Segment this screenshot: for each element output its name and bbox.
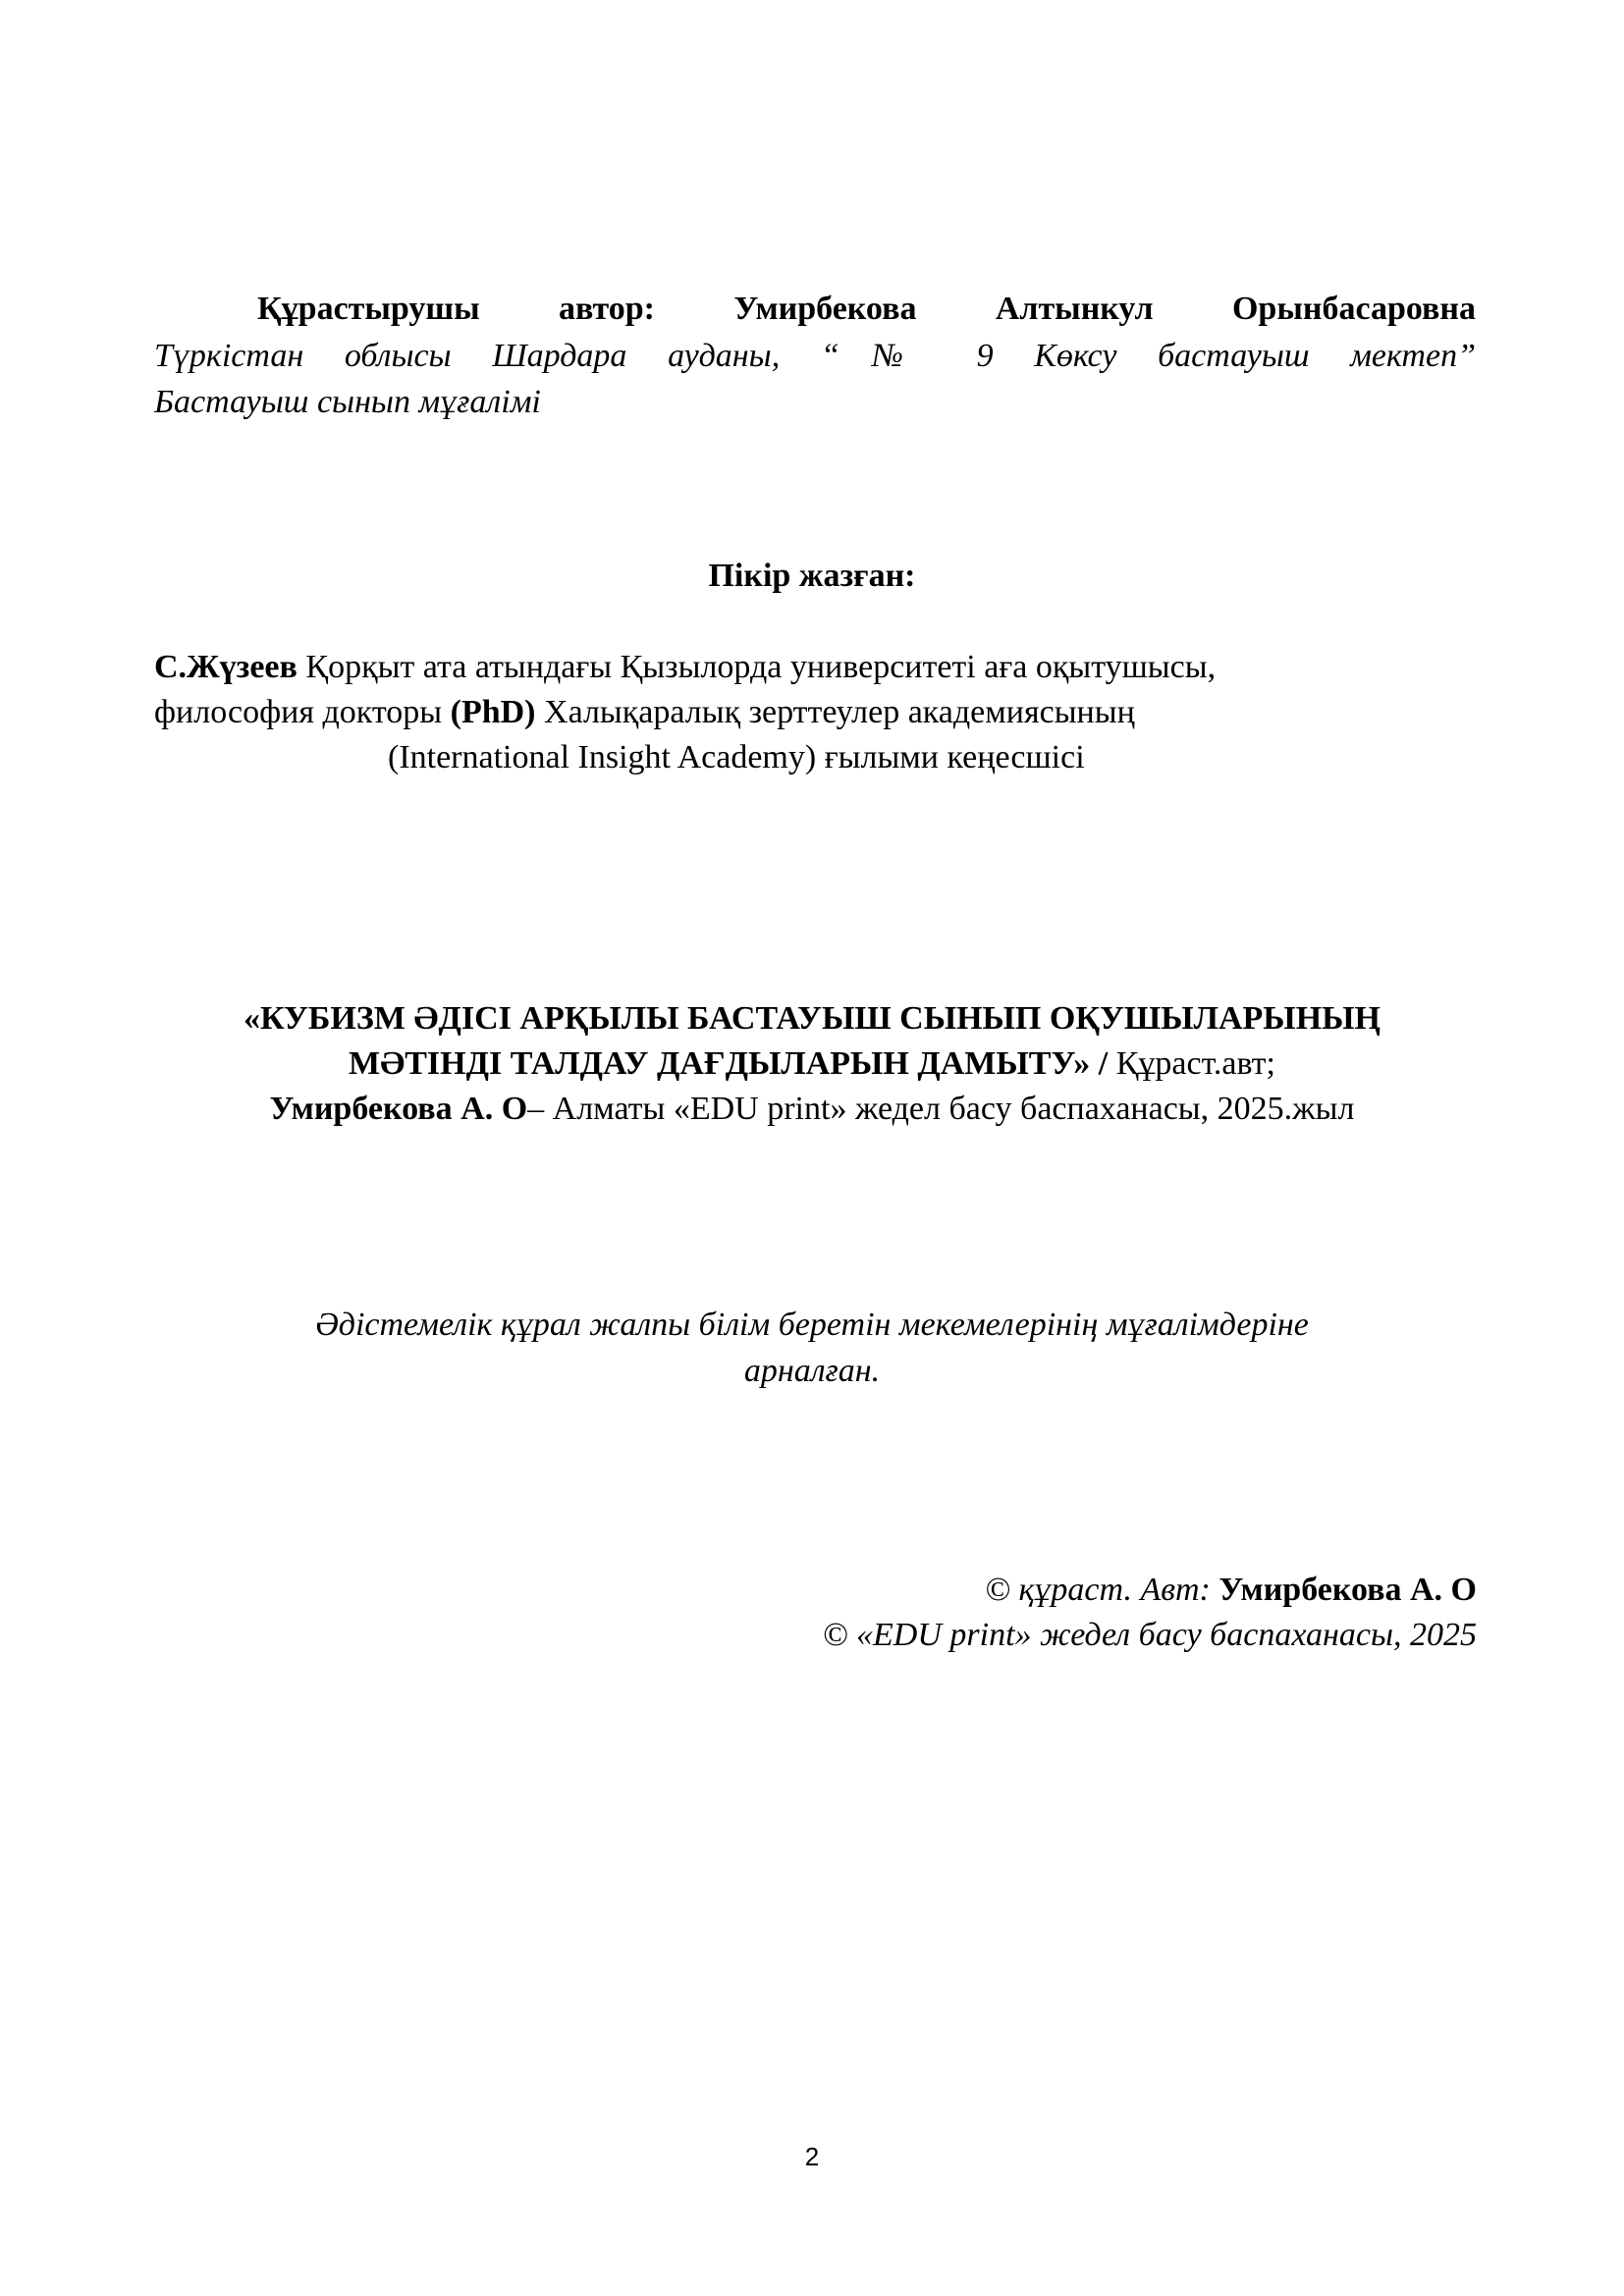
author-patronymic: Орынбасаровна bbox=[1231, 291, 1476, 327]
reviewer-line1: С.Жүзеев Қорқыт ата атындағы Қызылорда университеті аға оқытушысы, bbox=[154, 649, 1217, 685]
reviewer-line2: философия докторы (PhD) Халықаралық зерттеулер академиясының bbox=[154, 694, 1135, 730]
author-label: Құрастырушы автор: bbox=[257, 291, 655, 327]
author-first-name: Алтынкул bbox=[995, 291, 1154, 327]
reviewer-line3: (International Insight Academy) ғылыми кеңесшісі bbox=[388, 739, 1085, 775]
author-affiliation-line2: Бастауыш сынып мұғалімі bbox=[154, 384, 541, 420]
author-surname: Умирбекова bbox=[733, 291, 917, 327]
purpose-line2: арналған. bbox=[743, 1353, 881, 1389]
purpose-line1: Әдістемелік құрал жалпы білім беретін мекемелерінің мұғалімдеріне bbox=[315, 1307, 1309, 1343]
review-heading: Пікір жазған: bbox=[708, 558, 916, 594]
copyright-line1: © құраст. Авт: Умирбекова А. О bbox=[985, 1572, 1477, 1608]
reviewer-name: С.Жүзеев bbox=[154, 649, 298, 685]
book-publisher-line: Умирбекова А. О– Алматы «EDU print» жедел басу баспаханасы, 2025.жыл bbox=[269, 1091, 1355, 1127]
book-title-line2: МӘТІНДІ ТАЛДАУ ДАҒДЫЛАРЫН ДАМЫТУ» / Құраст.авт; bbox=[349, 1045, 1275, 1082]
book-title-line1: «КУБИЗМ ӘДІСІ АРҚЫЛЫ БАСТАУЫШ СЫНЫП ОҚУШЫЛАРЫНЫҢ bbox=[244, 1000, 1380, 1037]
author-affiliation-line1: Түркістан облысы Шардара ауданы, “№ 9 Көксу бастауыш мектеп” bbox=[154, 338, 1476, 374]
copyright-line2: © «EDU print» жедел басу баспаханасы, 2025 bbox=[822, 1617, 1477, 1653]
author-line bbox=[257, 290, 1476, 329]
page-number: 2 bbox=[804, 2142, 820, 2171]
